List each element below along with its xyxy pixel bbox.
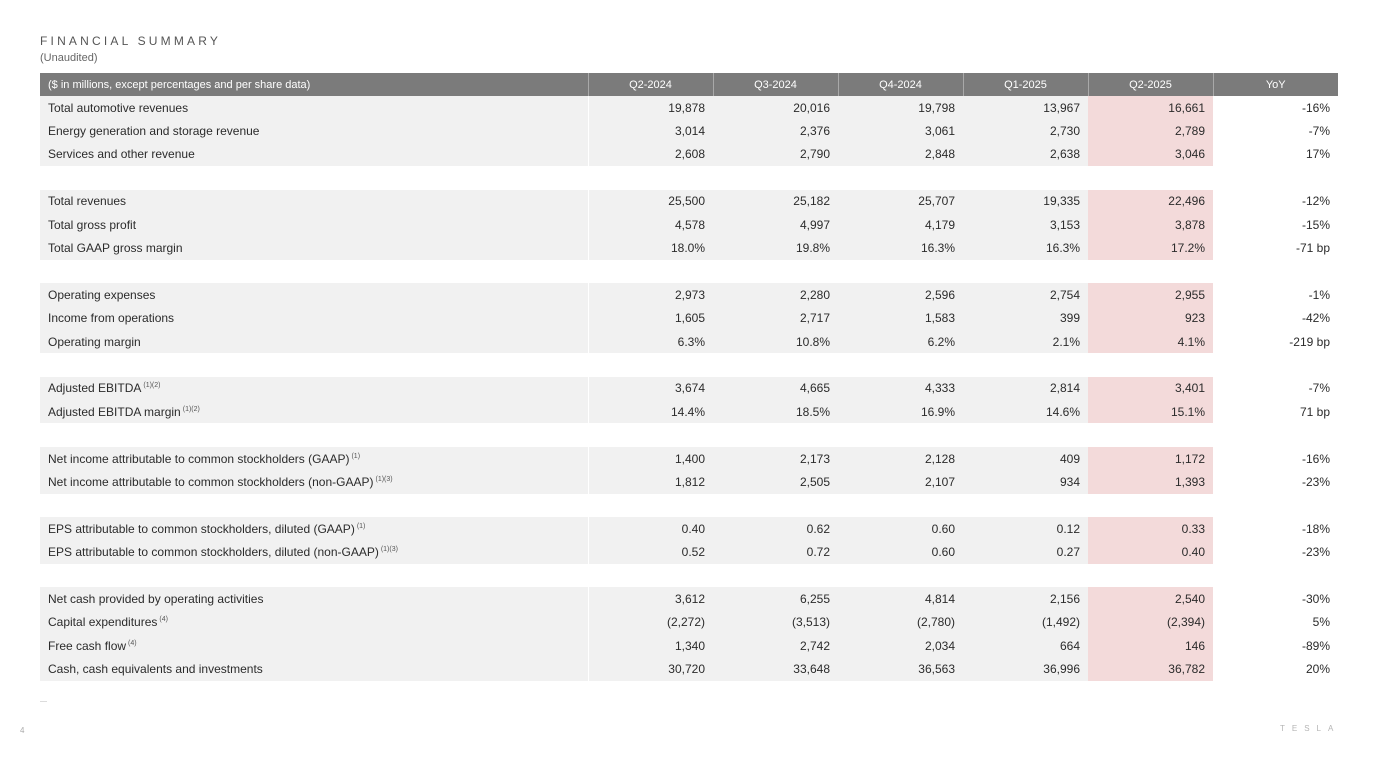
- table-row: [40, 377, 1338, 400]
- yoy-cell: -16%: [1213, 96, 1338, 119]
- value-cell: 0.33: [1088, 517, 1213, 540]
- value-cell: 3,153: [963, 213, 1088, 236]
- spacer-cell: [40, 353, 1338, 376]
- group-spacer: [40, 423, 1338, 446]
- footnote-marker: (1)(2): [182, 405, 200, 413]
- group-spacer: [40, 564, 1338, 587]
- value-cell: 2,730: [963, 119, 1088, 142]
- row-label-cell: [40, 400, 588, 423]
- value-cell: 399: [963, 307, 1088, 330]
- yoy-cell: -89%: [1213, 634, 1338, 657]
- value-cell: 6.3%: [588, 330, 713, 353]
- yoy-cell: 20%: [1213, 657, 1338, 680]
- value-cell: 3,612: [588, 587, 713, 610]
- yoy-cell: -12%: [1213, 190, 1338, 213]
- footnote-marker: (1)(3): [380, 546, 398, 554]
- yoy-cell: -18%: [1213, 517, 1338, 540]
- row-label-cell: [40, 119, 588, 142]
- row-label-cell: [40, 213, 588, 236]
- value-cell: 19,335: [963, 190, 1088, 213]
- row-label: Total revenues: [48, 194, 127, 209]
- row-label-cell: [40, 307, 588, 330]
- column-header-q1-2025: Q1-2025: [963, 73, 1088, 96]
- value-cell: 4,665: [713, 377, 838, 400]
- yoy-cell: 17%: [1213, 143, 1338, 166]
- value-cell: 3,061: [838, 119, 963, 142]
- column-header-yoy: YoY: [1213, 73, 1338, 96]
- yoy-cell: -219 bp: [1213, 330, 1338, 353]
- value-cell: 1,340: [588, 634, 713, 657]
- row-label-cell: [40, 657, 588, 680]
- group-spacer: [40, 260, 1338, 283]
- value-cell: 1,400: [588, 447, 713, 470]
- row-label: Total gross profit: [48, 217, 137, 232]
- column-header-q4-2024: Q4-2024: [838, 73, 963, 96]
- value-cell: (1,492): [963, 611, 1088, 634]
- value-cell: 19.8%: [713, 236, 838, 259]
- value-cell: 0.40: [1088, 540, 1213, 563]
- value-cell: 2,789: [1088, 119, 1213, 142]
- value-cell: 4,814: [838, 587, 963, 610]
- value-cell: 33,648: [713, 657, 838, 680]
- yoy-cell: -7%: [1213, 377, 1338, 400]
- spacer-cell: [40, 166, 1338, 189]
- row-label: EPS attributable to common stockholders, diluted (GAAP): [48, 521, 355, 536]
- value-cell: 146: [1088, 634, 1213, 657]
- spacer-cell: [40, 423, 1338, 446]
- column-header-units: ($ in millions, except percentages and per share data): [40, 73, 588, 96]
- row-label: Total GAAP gross margin: [48, 241, 183, 256]
- value-cell: 3,014: [588, 119, 713, 142]
- value-cell: (2,272): [588, 611, 713, 634]
- row-label: Energy generation and storage revenue: [48, 124, 260, 139]
- value-cell: 14.6%: [963, 400, 1088, 423]
- value-cell: 4,997: [713, 213, 838, 236]
- table-row: [40, 447, 1338, 470]
- spacer-cell: [40, 564, 1338, 587]
- table-row: [40, 213, 1338, 236]
- value-cell: 2,156: [963, 587, 1088, 610]
- table-row: [40, 587, 1338, 610]
- table-row: [40, 283, 1338, 306]
- value-cell: 3,674: [588, 377, 713, 400]
- table-row: [40, 400, 1338, 423]
- row-label: Adjusted EBITDA margin: [48, 404, 181, 419]
- row-label-cell: [40, 96, 588, 119]
- value-cell: 10.8%: [713, 330, 838, 353]
- value-cell: 36,996: [963, 657, 1088, 680]
- value-cell: 2,754: [963, 283, 1088, 306]
- value-cell: (3,513): [713, 611, 838, 634]
- row-label: Capital expenditures: [48, 615, 158, 630]
- value-cell: 16.3%: [838, 236, 963, 259]
- row-label-cell: [40, 517, 588, 540]
- page-subtitle: (Unaudited): [40, 52, 98, 64]
- page-number: 4: [20, 726, 25, 735]
- column-header-q2-2025: Q2-2025: [1088, 73, 1213, 96]
- yoy-cell: -23%: [1213, 470, 1338, 493]
- value-cell: 2,173: [713, 447, 838, 470]
- footnote-line: —: [40, 698, 47, 705]
- value-cell: 13,967: [963, 96, 1088, 119]
- value-cell: 16.3%: [963, 236, 1088, 259]
- value-cell: 2,540: [1088, 587, 1213, 610]
- financial-summary-table: [40, 73, 1338, 681]
- table-row: [40, 540, 1338, 563]
- row-label: Net cash provided by operating activities: [48, 591, 264, 606]
- table-row: [40, 657, 1338, 680]
- value-cell: 0.52: [588, 540, 713, 563]
- row-label-cell: [40, 470, 588, 493]
- page-title: FINANCIAL SUMMARY: [40, 34, 222, 48]
- value-cell: 20,016: [713, 96, 838, 119]
- value-cell: 3,046: [1088, 143, 1213, 166]
- value-cell: 0.60: [838, 517, 963, 540]
- row-label-cell: [40, 377, 588, 400]
- footnote-marker: (1)(3): [375, 475, 393, 483]
- value-cell: 25,500: [588, 190, 713, 213]
- row-label-cell: [40, 611, 588, 634]
- value-cell: 19,798: [838, 96, 963, 119]
- row-label-cell: [40, 540, 588, 563]
- yoy-cell: -71 bp: [1213, 236, 1338, 259]
- value-cell: 19,878: [588, 96, 713, 119]
- footnote-marker: (1)(2): [143, 382, 161, 390]
- value-cell: 1,583: [838, 307, 963, 330]
- yoy-cell: -1%: [1213, 283, 1338, 306]
- row-label: Free cash flow: [48, 638, 127, 653]
- row-label: Operating margin: [48, 334, 141, 349]
- value-cell: 0.12: [963, 517, 1088, 540]
- value-cell: 664: [963, 634, 1088, 657]
- footnotes: [40, 696, 47, 708]
- value-cell: 4,578: [588, 213, 713, 236]
- row-label-cell: [40, 283, 588, 306]
- table-row: [40, 143, 1338, 166]
- value-cell: 4,179: [838, 213, 963, 236]
- yoy-cell: -23%: [1213, 540, 1338, 563]
- row-label-cell: [40, 330, 588, 353]
- value-cell: 2,790: [713, 143, 838, 166]
- value-cell: 18.5%: [713, 400, 838, 423]
- table-row: [40, 330, 1338, 353]
- footnote-marker: (1): [356, 522, 366, 530]
- value-cell: 1,172: [1088, 447, 1213, 470]
- yoy-cell: -16%: [1213, 447, 1338, 470]
- row-label-cell: [40, 634, 588, 657]
- value-cell: 2,742: [713, 634, 838, 657]
- row-label: Total automotive revenues: [48, 100, 189, 115]
- value-cell: 2,608: [588, 143, 713, 166]
- value-cell: 22,496: [1088, 190, 1213, 213]
- brand-wordmark: TESLA: [1280, 724, 1341, 733]
- value-cell: 17.2%: [1088, 236, 1213, 259]
- row-label-cell: [40, 587, 588, 610]
- yoy-cell: -30%: [1213, 587, 1338, 610]
- row-label: Income from operations: [48, 311, 175, 326]
- value-cell: 2,034: [838, 634, 963, 657]
- table-header-row: [40, 73, 1338, 96]
- row-label: Net income attributable to common stockholders (non-GAAP): [48, 474, 374, 489]
- value-cell: (2,780): [838, 611, 963, 634]
- footnote-marker: (4): [128, 639, 137, 647]
- value-cell: 2.1%: [963, 330, 1088, 353]
- yoy-cell: -15%: [1213, 213, 1338, 236]
- value-cell: 2,814: [963, 377, 1088, 400]
- value-cell: 16.9%: [838, 400, 963, 423]
- value-cell: 2,128: [838, 447, 963, 470]
- table-row: [40, 611, 1338, 634]
- group-spacer: [40, 353, 1338, 376]
- value-cell: 4,333: [838, 377, 963, 400]
- row-label: Services and other revenue: [48, 147, 195, 162]
- row-label: EPS attributable to common stockholders, diluted (non-GAAP): [48, 545, 379, 560]
- value-cell: 1,393: [1088, 470, 1213, 493]
- table-row: [40, 470, 1338, 493]
- value-cell: 0.72: [713, 540, 838, 563]
- yoy-cell: -42%: [1213, 307, 1338, 330]
- value-cell: 3,878: [1088, 213, 1213, 236]
- group-spacer: [40, 166, 1338, 189]
- value-cell: 923: [1088, 307, 1213, 330]
- row-label: Net income attributable to common stockholders (GAAP): [48, 451, 350, 466]
- value-cell: 16,661: [1088, 96, 1213, 119]
- value-cell: 2,596: [838, 283, 963, 306]
- column-header-q3-2024: Q3-2024: [713, 73, 838, 96]
- value-cell: 6,255: [713, 587, 838, 610]
- value-cell: 2,973: [588, 283, 713, 306]
- yoy-cell: 5%: [1213, 611, 1338, 634]
- value-cell: 2,638: [963, 143, 1088, 166]
- value-cell: 2,505: [713, 470, 838, 493]
- yoy-cell: 71 bp: [1213, 400, 1338, 423]
- value-cell: (2,394): [1088, 611, 1213, 634]
- value-cell: 30,720: [588, 657, 713, 680]
- table-row: [40, 119, 1338, 142]
- value-cell: 3,401: [1088, 377, 1213, 400]
- row-label: Adjusted EBITDA: [48, 381, 142, 396]
- value-cell: 2,848: [838, 143, 963, 166]
- value-cell: 2,717: [713, 307, 838, 330]
- value-cell: 6.2%: [838, 330, 963, 353]
- value-cell: 0.60: [838, 540, 963, 563]
- value-cell: 2,376: [713, 119, 838, 142]
- value-cell: 1,605: [588, 307, 713, 330]
- value-cell: 1,812: [588, 470, 713, 493]
- footnote-marker: (1): [351, 452, 361, 460]
- value-cell: 36,782: [1088, 657, 1213, 680]
- spacer-cell: [40, 494, 1338, 517]
- value-cell: 2,280: [713, 283, 838, 306]
- row-label-cell: [40, 236, 588, 259]
- table-row: [40, 236, 1338, 259]
- value-cell: 25,182: [713, 190, 838, 213]
- row-label-cell: [40, 190, 588, 213]
- row-label: Cash, cash equivalents and investments: [48, 662, 263, 677]
- footnote-marker: (4): [159, 616, 168, 624]
- value-cell: 2,955: [1088, 283, 1213, 306]
- value-cell: 25,707: [838, 190, 963, 213]
- yoy-cell: -7%: [1213, 119, 1338, 142]
- group-spacer: [40, 494, 1338, 517]
- row-label-cell: [40, 143, 588, 166]
- value-cell: 0.27: [963, 540, 1088, 563]
- table-row: [40, 96, 1338, 119]
- table-row: [40, 307, 1338, 330]
- spacer-cell: [40, 260, 1338, 283]
- table-body: [40, 96, 1338, 681]
- value-cell: 2,107: [838, 470, 963, 493]
- value-cell: 15.1%: [1088, 400, 1213, 423]
- column-header-q2-2024: Q2-2024: [588, 73, 713, 96]
- table-row: [40, 190, 1338, 213]
- value-cell: 0.62: [713, 517, 838, 540]
- row-label-cell: [40, 447, 588, 470]
- value-cell: 14.4%: [588, 400, 713, 423]
- table-row: [40, 517, 1338, 540]
- value-cell: 36,563: [838, 657, 963, 680]
- row-label: Operating expenses: [48, 287, 156, 302]
- value-cell: 18.0%: [588, 236, 713, 259]
- value-cell: 4.1%: [1088, 330, 1213, 353]
- table-row: [40, 634, 1338, 657]
- value-cell: 409: [963, 447, 1088, 470]
- value-cell: 934: [963, 470, 1088, 493]
- value-cell: 0.40: [588, 517, 713, 540]
